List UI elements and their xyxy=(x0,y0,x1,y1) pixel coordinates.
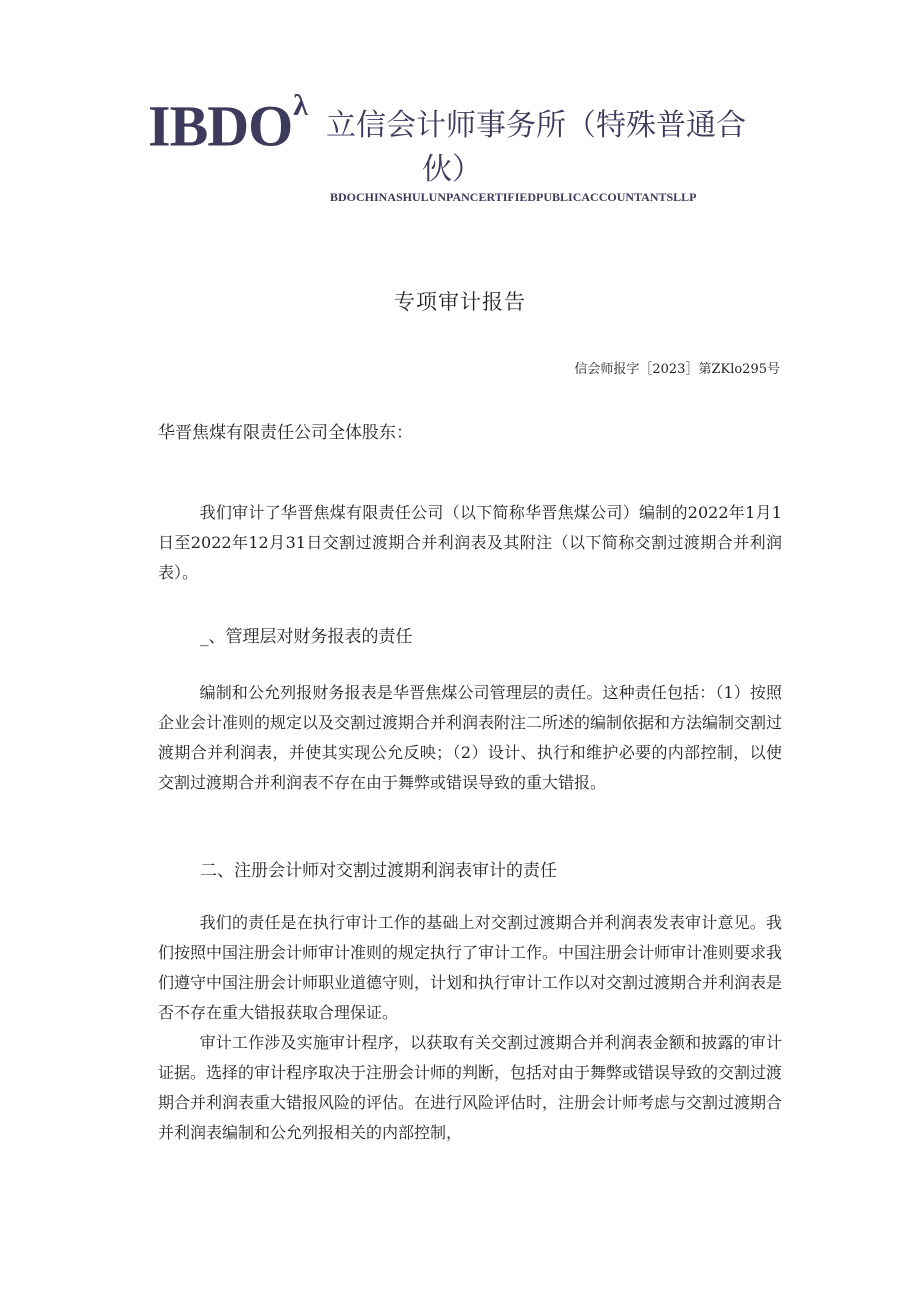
logo-mark: λ xyxy=(293,89,308,122)
firm-name-en: BDOCHINASHULUNPANCERTIFIEDPUBLICACCOUNTANTSLLP xyxy=(330,190,697,204)
firm-name-cn-line2: 伙） xyxy=(422,152,482,187)
firm-name-cn-line1: 立信会计师事务所（特殊普通合 xyxy=(326,108,746,143)
intro-paragraph xyxy=(158,498,782,588)
logo-text: IBDO xyxy=(148,93,293,159)
intro-text: 我们审计了华晋焦煤有限责任公司（以下简称华晋焦煤公司）编制的2022年1月1日至2022年12月31日交割过渡期合并利润表及其附注（以下简称交割过渡期合并利润表）。 xyxy=(158,503,782,582)
para1-text: 编制和公允列报财务报表是华晋焦煤公司管理层的责任。这种责任包括：（1）按照企业会计准则的规定以及交割过渡期合并利润表附注二所述的编制依据和方法编制交割过渡期合并利润表，并使其实现公允反映；（2）设计、执行和维护必要的内部控制，以使交割过渡期合并利润表不存在由于舞弊或错误导致的重大错报。 xyxy=(158,683,783,792)
para3-text: 审计工作涉及实施审计程序，以获取有关交割过渡期合并利润表金额和披露的审计证据。选择的审计程序取决于注册会计师的判断，包括对由于舞弊或错误导致的交割过渡期合并利润表重大错报风险的评估。在进行风险评估时，注册会计师考虑与交割过渡期合并利润表编制和公允列报相关的内部控制， xyxy=(158,1033,783,1142)
report-number: 信会师报字［2023］第ZKlo295号 xyxy=(574,362,780,377)
section-heading-2: 二、注册会计师对交割过渡期利润表审计的责任 xyxy=(200,861,557,881)
management-responsibility-paragraph xyxy=(158,678,782,798)
addressee: 华晋焦煤有限责任公司全体股东： xyxy=(158,423,413,443)
report-title: 专项审计报告 xyxy=(394,290,526,314)
firm-name-cn xyxy=(326,104,776,192)
section-heading-1: _、管理层对财务报表的责任 xyxy=(200,627,413,647)
para2-text: 我们的责任是在执行审计工作的基础上对交割过渡期合并利润表发表审计意见。我们按照中国注册会计师审计准则的规定执行了审计工作。中国注册会计师审计准则要求我们遵守中国注册会计师职业道德守则，计划和执行审计工作以对交割过渡期合并利润表是否不存在重大错报获取合理保证。 xyxy=(158,913,783,1022)
bdo-logo xyxy=(148,84,307,158)
auditor-responsibility-paragraph xyxy=(158,908,782,1148)
